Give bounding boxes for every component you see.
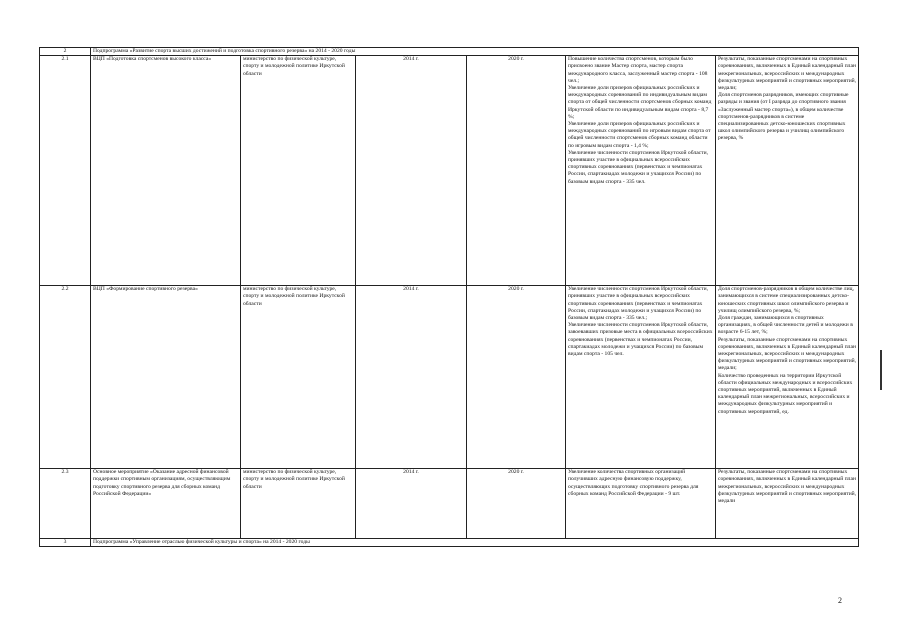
expected-results: Увеличение количества спортивных организаций получивших адресную финансовую поддержку, осуществляющих подготовку спортивного резерва для сборных команд Российской Федерации - 9 шт.	[566, 469, 716, 539]
subprogram-row-3	[40, 539, 859, 547]
subprogram-title: Подпрограмма «Управление отраслью физической культуры и спорта» на 2014 - 2020 годы	[91, 539, 859, 547]
indicators: Доля спортсменов-разрядников в общем количестве лиц, занимающихся в системе специализированных детско-юношеских спортивных школ олимпийского резерва и училищ олимпийского резерва, %; Доля граждан, занимающихся в спортивных организациях, в общей численности детей и молодежи в возрасте 6-15 лет, %; Результаты, показанные спортсменами на спортивных соревнованиях, включенных в Единый календарный план межрегиональных, всероссийских и международных физкультурных мероприятий и спортивных мероприятий, медали; Количество проведенных на территории Иркутской области официальных международных и всероссийских спортивных мероприятий, включенных в Единый календарный план межрегиональных, всероссийских и международных физкультурных мероприятий и спортивных мероприятий, ед.	[716, 286, 859, 469]
row-number: 2.3	[40, 469, 91, 539]
measure-row-2-3	[40, 469, 859, 539]
measure-name: ВЦП «Подготовка спортсменов высокого класса»	[91, 56, 241, 286]
document-sheet	[39, 47, 858, 547]
row-number: 2.1	[40, 56, 91, 286]
program-measures-table	[39, 47, 859, 547]
start-year: 2014 г.	[356, 286, 467, 469]
executor: министерство по физической культуре, спорту и молодежной политике Иркутской области	[241, 286, 356, 469]
start-year: 2014 г.	[356, 469, 467, 539]
executor: министерство по физической культуре, спорту и молодежной политике Иркутской области	[241, 469, 356, 539]
indicators: Результаты, показанные спортсменами на спортивных соревнованиях, включенных в Единый календарный план межрегиональных, всероссийских и международных физкультурных мероприятий и спортивных мероприятий, медали	[716, 469, 859, 539]
page-number: 2	[838, 596, 842, 605]
measure-row-2-2	[40, 286, 859, 469]
measure-row-2-1	[40, 56, 859, 286]
start-year: 2014 г.	[356, 56, 467, 286]
end-year: 2020 г.	[467, 469, 566, 539]
row-number: 2.2	[40, 286, 91, 469]
measure-name: ВЦП «Формирование спортивного резерва»	[91, 286, 241, 469]
end-year: 2020 г.	[467, 286, 566, 469]
measure-name: Основное мероприятие «Оказание адресной финансовой поддержки спортивным организациям, осуществляющим подготовку спортивного резерва для сборных команд Российской Федерации»	[91, 469, 241, 539]
scan-artifact-line	[880, 350, 882, 390]
expected-results: Увеличение численности спортсменов Иркутской области, принявших участие в официальных всероссийских спортивных соревнованиях (первенствах и чемпионатах России, спартакиадах молодежи и учащихся России) по базовым видам спорта - 335 чел.; Увеличение численности спортсменов Иркутской области, завоевавших призовые места в официальных всероссийских соревнованиях (первенствах и чемпионатах России, спартакиадах молодежи и учащихся России) по базовым видам спорта - 105 чел.	[566, 286, 716, 469]
executor: министерство по физической культуре, спорту и молодежной политике Иркутской области	[241, 56, 356, 286]
row-number: 2	[40, 48, 91, 56]
end-year: 2020 г.	[467, 56, 566, 286]
subprogram-row-2	[40, 48, 859, 56]
subprogram-title: Подпрограмма «Развитие спорта высших достижений и подготовка спортивного резерва» на 2014 - 2020 годы	[91, 48, 859, 56]
row-number: 3	[40, 539, 91, 547]
expected-results: Повышение количества спортсменов, которым было присвоено звание Мастер спорта, мастер спорта международного класса, заслуженный мастер спорта - 108 чел.; Увеличение доли призеров официальных российских и международных соревнований по индивидуальным видам спорта от общей численности спортсменов сборных команд Иркутской области по индивидуальным видам спорта - 8,7 %; Увеличение доли призеров официальных российских и международных соревнований по игровым видам спорта от общей численности спортсменов сборных команд области по игровым видам спорта - 1,4 %; Увеличение численности спортсменов Иркутской области, принявших участие в официальных всероссийских спортивных соревнованиях (первенствах и чемпионатах России, спартакиадах молодежи и учащихся России) по базовым видам спорта - 335 чел.	[566, 56, 716, 286]
indicators: Результаты, показанные спортсменами на спортивных соревнованиях, включенных в Единый календарный план межрегиональных, всероссийских и международных физкультурных мероприятий и спортивных мероприятий, медали; Доля спортсменов разрядников, имеющих спортивные разряды и звания (от I разряда до спортивного звания «Заслуженный мастер спорта»), в общем количестве спортсменов-разрядников в системе специализированных детско-юношеских спортивных школ олимпийского резерва и училищ олимпийского резерва, %	[716, 56, 859, 286]
